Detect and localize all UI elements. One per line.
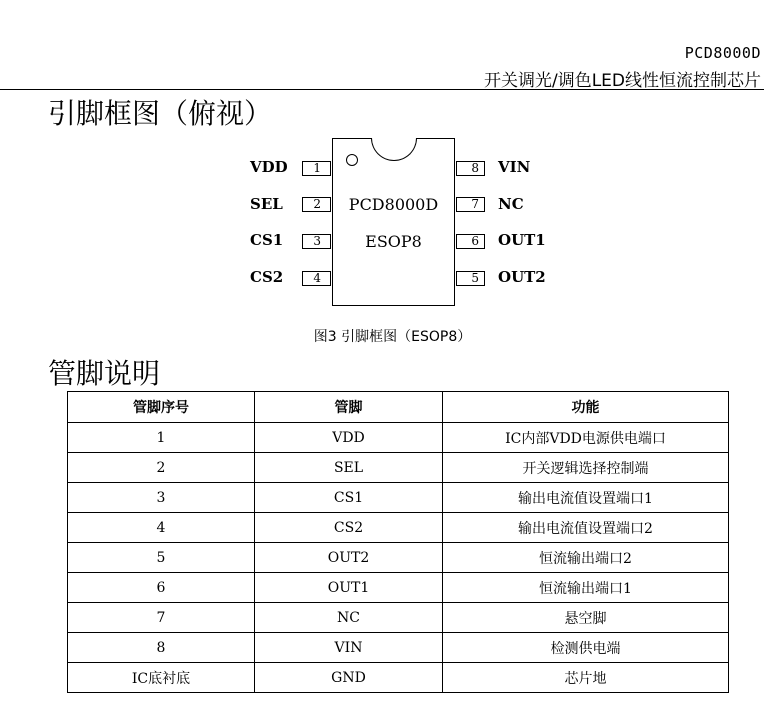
chip-package: ESOP8 <box>365 232 422 251</box>
table-row <box>68 663 729 693</box>
pin-name-right: OUT2 <box>498 268 546 286</box>
table-row <box>68 423 729 453</box>
column-header-function: 功能 <box>443 392 729 423</box>
cell-function: 输出电流值设置端口1 <box>443 483 729 513</box>
chip-name: PCD8000D <box>348 195 439 214</box>
pin-name-left: VDD <box>250 158 288 176</box>
cell-function: 检测供电端 <box>443 633 729 663</box>
cell-pin-name: CS1 <box>255 483 443 513</box>
table-row <box>68 483 729 513</box>
table-row <box>68 513 729 543</box>
pin-number-left: 3 <box>302 234 331 249</box>
cell-pin-name: NC <box>255 603 443 633</box>
cell-function: 开关逻辑选择控制端 <box>443 453 729 483</box>
pin-number-right: 6 <box>456 234 485 249</box>
pin-name-left: CS1 <box>250 231 284 249</box>
table-row <box>68 453 729 483</box>
cell-function: 芯片地 <box>443 663 729 693</box>
cell-function: 输出电流值设置端口2 <box>443 513 729 543</box>
cell-pin-number: 1 <box>68 423 255 453</box>
column-header-pin: 管脚 <box>255 392 443 423</box>
pin-number-left: 4 <box>302 271 331 286</box>
pin-name-left: CS2 <box>250 268 284 286</box>
figure-caption: 图3 引脚框图（ESOP8） <box>313 329 472 345</box>
header-subtitle: 开关调光/调色LED线性恒流控制芯片 <box>483 71 761 91</box>
cell-pin-name: CS2 <box>255 513 443 543</box>
header-rule <box>0 89 764 90</box>
cell-pin-name: OUT2 <box>255 543 443 573</box>
cell-pin-number: 4 <box>68 513 255 543</box>
cell-function: 恒流输出端口2 <box>443 543 729 573</box>
column-header-pin-number: 管脚序号 <box>68 392 255 423</box>
cell-pin-name: OUT1 <box>255 573 443 603</box>
cell-pin-number: 6 <box>68 573 255 603</box>
cell-pin-number: 3 <box>68 483 255 513</box>
cell-pin-number: IC底衬底 <box>68 663 255 693</box>
pin-number-left: 1 <box>302 161 331 176</box>
cell-pin-name: SEL <box>255 453 443 483</box>
cell-function: IC内部VDD电源供电端口 <box>443 423 729 453</box>
pin-name-right: VIN <box>498 158 531 176</box>
section-title-pinout: 引脚框图（俯视） <box>48 97 273 130</box>
chip-body <box>332 138 455 306</box>
pin-name-right: NC <box>498 195 524 213</box>
table-row <box>68 603 729 633</box>
cell-pin-name: VDD <box>255 423 443 453</box>
header-model: PCD8000D <box>684 44 761 62</box>
pin-number-right: 8 <box>456 161 485 176</box>
pin-number-right: 7 <box>456 197 485 212</box>
cell-pin-name: GND <box>255 663 443 693</box>
table-header-row <box>68 392 729 423</box>
pin1-marker-dot <box>346 154 358 166</box>
cell-pin-number: 2 <box>68 453 255 483</box>
pin-description-table <box>67 391 729 693</box>
pin-number-right: 5 <box>456 271 485 286</box>
table-row <box>68 543 729 573</box>
table-row <box>68 633 729 663</box>
cell-function: 恒流输出端口1 <box>443 573 729 603</box>
pin-name-right: OUT1 <box>498 231 546 249</box>
cell-pin-number: 8 <box>68 633 255 663</box>
pin-number-left: 2 <box>302 197 331 212</box>
section-title-pin-description: 管脚说明 <box>48 357 161 390</box>
table-row <box>68 573 729 603</box>
chip-notch <box>371 138 417 161</box>
cell-function: 悬空脚 <box>443 603 729 633</box>
cell-pin-number: 7 <box>68 603 255 633</box>
pin-name-left: SEL <box>250 195 283 213</box>
cell-pin-name: VIN <box>255 633 443 663</box>
cell-pin-number: 5 <box>68 543 255 573</box>
